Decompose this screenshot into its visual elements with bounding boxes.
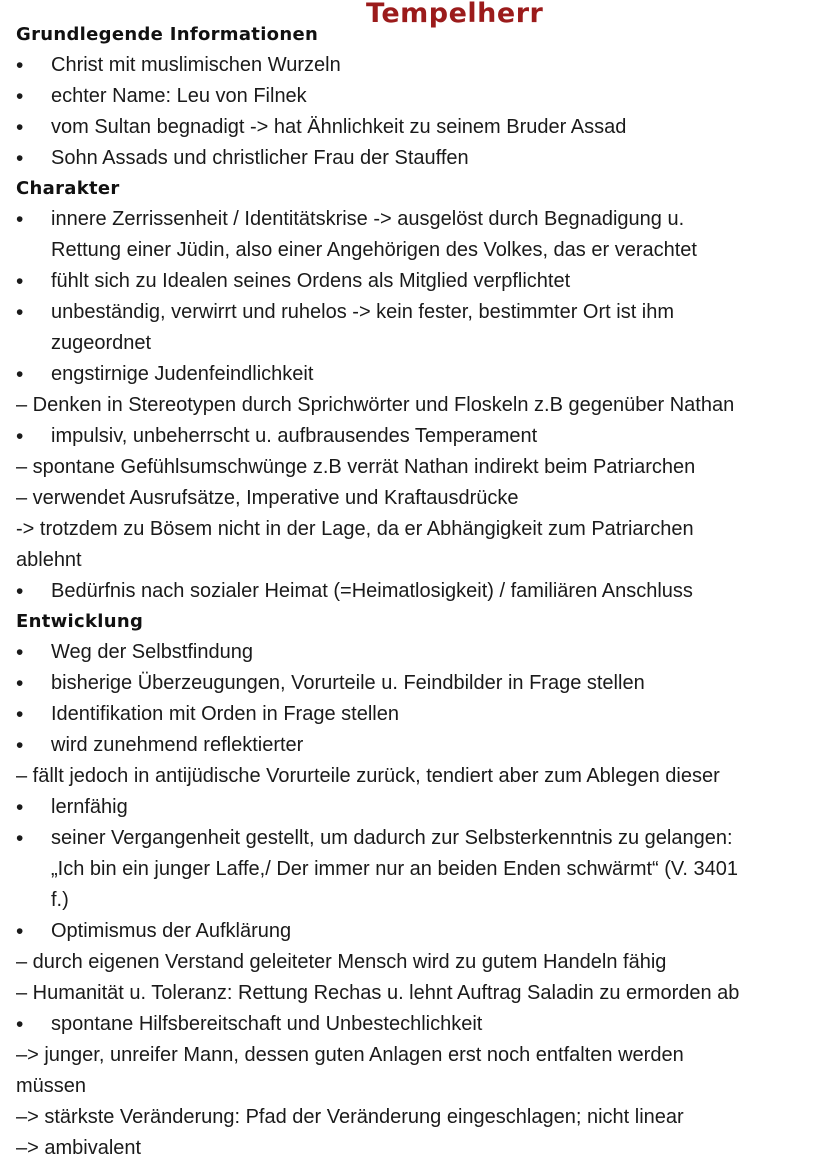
note-line: –> stärkste Veränderung: Pfad der Veränderung eingeschlagen; nicht linear [16,1106,684,1128]
note-line: –> junger, unreifer Mann, dessen guten Anlagen erst noch entfalten werden [16,1044,684,1066]
document-content [16,20,816,1164]
section-heading-entwicklung: Entwicklung [16,611,144,632]
list-item: • Sohn Assads und christlicher Frau der Stauffen [16,143,816,174]
list-item: • seiner Vergangenheit gestellt, um dadurch zur Selbsterkenntnis zu gelangen: [16,823,816,854]
list-item-continuation: zugeordnet [51,332,152,354]
list-item: • fühlt sich zu Idealen seines Ordens als Mitglied verpflichtet [16,266,816,297]
note-line: – durch eigenen Verstand geleiteter Mensch wird zu gutem Handeln fähig [16,951,667,973]
list-item: • Optimismus der Aufklärung [16,916,816,947]
list-item: • innere Zerrissenheit / Identitätskrise -> ausgelöst durch Begnadigung u. [16,204,816,235]
document-title: Tempelherr [366,0,544,29]
list-item: • Weg der Selbstfindung [16,637,816,668]
note-line: -> trotzdem zu Bösem nicht in der Lage, da er Abhängigkeit zum Patriarchen [16,518,694,540]
note-line: –> ambivalent [16,1137,142,1159]
list-item-continuation: f.) [51,889,69,911]
list-item: • wird zunehmend reflektierter [16,730,816,761]
section-heading-grundlegende-informationen: Grundlegende Informationen [16,24,319,45]
list-item: • Christ mit muslimischen Wurzeln [16,50,816,81]
list-item: • lernfähig [16,792,816,823]
list-item: • Bedürfnis nach sozialer Heimat (=Heimatlosigkeit) / familiären Anschluss [16,576,816,607]
note-line: ablehnt [16,549,82,571]
list-item-continuation: Rettung einer Jüdin, also einer Angehörigen des Volkes, das er verachtet [51,239,697,261]
list-item: • spontane Hilfsbereitschaft und Unbestechlichkeit [16,1009,816,1040]
note-line: – fällt jedoch in antijüdische Vorurteile zurück, tendiert aber zum Ablegen dieser [16,765,720,787]
list-item: • unbeständig, verwirrt und ruhelos -> kein fester, bestimmter Ort ist ihm [16,297,816,328]
list-item-continuation: „Ich bin ein junger Laffe,/ Der immer nur an beiden Enden schwärmt“ (V. 3401 [51,858,739,880]
note-line: – spontane Gefühlsumschwünge z.B verrät Nathan indirekt beim Patriarchen [16,456,696,478]
list-item: • Identifikation mit Orden in Frage stellen [16,699,816,730]
list-item: • echter Name: Leu von Filnek [16,81,816,112]
note-line: – verwendet Ausrufsätze, Imperative und Kraftausdrücke [16,487,519,509]
list-item: • bisherige Überzeugungen, Vorurteile u. Feindbilder in Frage stellen [16,668,816,699]
list-item: • impulsiv, unbeherrscht u. aufbrausendes Temperament [16,421,816,452]
note-line: müssen [16,1075,87,1097]
section-heading-charakter: Charakter [16,178,120,199]
list-item: • engstirnige Judenfeindlichkeit [16,359,816,390]
list-item: • vom Sultan begnadigt -> hat Ähnlichkeit zu seinem Bruder Assad [16,112,816,143]
note-line: – Humanität u. Toleranz: Rettung Rechas u. lehnt Auftrag Saladin zu ermorden ab [16,982,740,1004]
note-line: – Denken in Stereotypen durch Sprichwörter und Floskeln z.B gegenüber Nathan [16,394,735,416]
